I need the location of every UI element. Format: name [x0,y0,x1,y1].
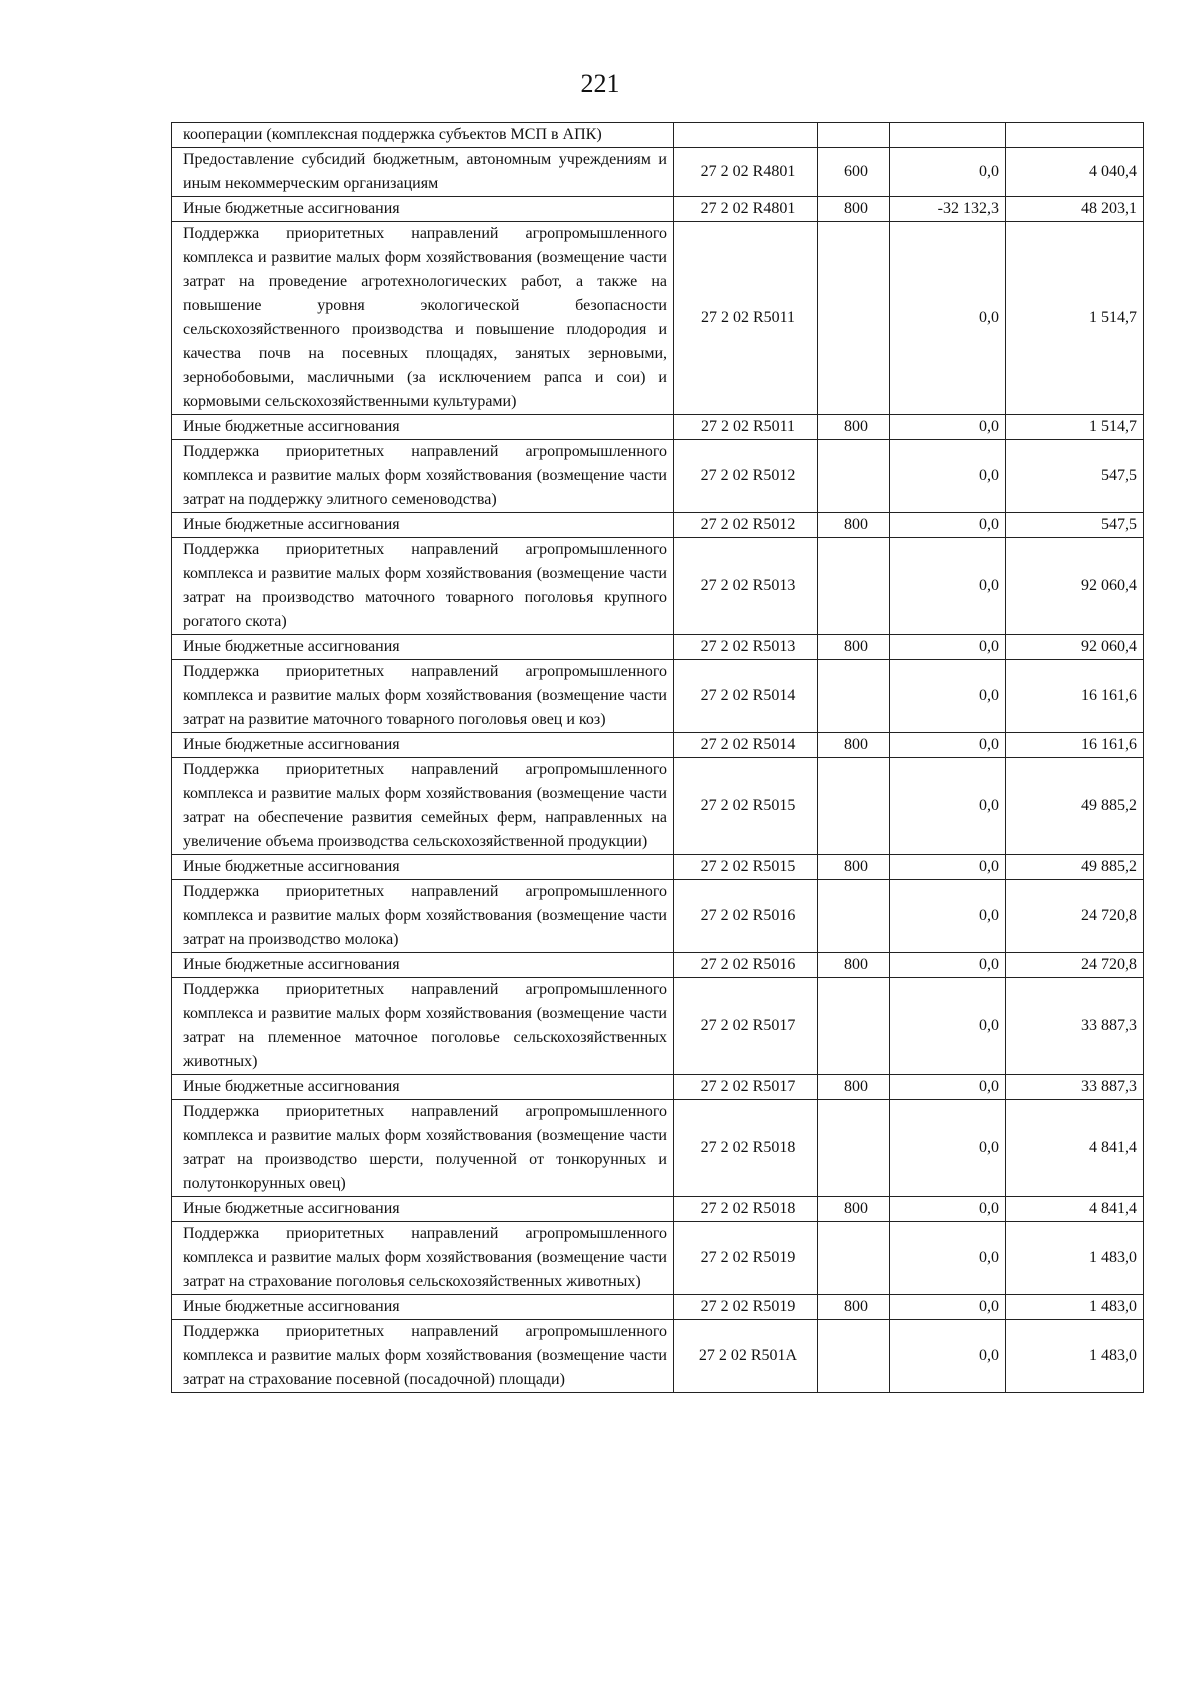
table-row [172,880,1144,953]
cell-total-amount: 4 841,4 [1006,1197,1144,1222]
cell-change-amount: 0,0 [890,660,1006,733]
cell-total-amount: 33 887,3 [1006,978,1144,1075]
cell-name: Иные бюджетные ассигнования [172,1075,674,1100]
table-row [172,953,1144,978]
cell-expense-type [818,660,890,733]
cell-expense-type: 800 [818,197,890,222]
cell-target-code: 27 2 02 R5016 [674,953,818,978]
cell-total-amount: 1 514,7 [1006,415,1144,440]
cell-expense-type: 800 [818,1295,890,1320]
cell-name: Поддержка приоритетных направлений агропромышленного комплекса и развитие малых форм хозяйствования (возмещение части затрат на страхование посевной (посадочной) площади) [172,1320,674,1393]
cell-name: Иные бюджетные ассигнования [172,855,674,880]
cell-target-code: 27 2 02 R5018 [674,1100,818,1197]
cell-total-amount: 1 483,0 [1006,1295,1144,1320]
cell-total-amount: 1 483,0 [1006,1222,1144,1295]
table-row [172,978,1144,1075]
table-row [172,197,1144,222]
cell-total-amount: 49 885,2 [1006,758,1144,855]
cell-total-amount: 4 040,4 [1006,148,1144,197]
table-row [172,733,1144,758]
cell-change-amount: 0,0 [890,440,1006,513]
cell-total-amount: 92 060,4 [1006,635,1144,660]
table-row [172,1100,1144,1197]
table-row [172,1197,1144,1222]
cell-expense-type: 800 [818,953,890,978]
cell-target-code: 27 2 02 R5017 [674,1075,818,1100]
cell-total-amount [1006,123,1144,148]
cell-expense-type: 800 [818,415,890,440]
cell-change-amount: 0,0 [890,1222,1006,1295]
cell-total-amount: 49 885,2 [1006,855,1144,880]
table-row [172,855,1144,880]
cell-name: Поддержка приоритетных направлений агропромышленного комплекса и развитие малых форм хозяйствования (возмещение части затрат на развитие маточного товарного поголовья овец и коз) [172,660,674,733]
cell-target-code: 27 2 02 R5019 [674,1295,818,1320]
table-row [172,758,1144,855]
cell-expense-type [818,538,890,635]
cell-target-code: 27 2 02 R5015 [674,758,818,855]
cell-change-amount: 0,0 [890,1075,1006,1100]
table-row [172,513,1144,538]
cell-change-amount: 0,0 [890,953,1006,978]
table-row [172,1075,1144,1100]
table-row [172,1222,1144,1295]
cell-expense-type: 800 [818,513,890,538]
cell-target-code: 27 2 02 R4801 [674,148,818,197]
table-row [172,123,1144,148]
cell-expense-type [818,1320,890,1393]
cell-expense-type [818,880,890,953]
table-row [172,440,1144,513]
cell-expense-type [818,440,890,513]
budget-table-body [172,123,1144,1393]
cell-target-code: 27 2 02 R5012 [674,513,818,538]
cell-name: Поддержка приоритетных направлений агропромышленного комплекса и развитие малых форм хозяйствования (возмещение части затрат на производство шерсти, полученной от тонкорунных и полутонкорунных овец) [172,1100,674,1197]
cell-change-amount: 0,0 [890,1295,1006,1320]
cell-change-amount: 0,0 [890,1320,1006,1393]
cell-target-code: 27 2 02 R5019 [674,1222,818,1295]
cell-name: Поддержка приоритетных направлений агропромышленного комплекса и развитие малых форм хозяйствования (возмещение части затрат на проведение агротехнологических работ, а также на повышение уровня экологической безопасности сельскохозяйственного производства и повышение плодородия и качества почв на посевных площадях, занятых зерновыми, зернобобовыми, масличными (за исключением рапса и сои) и кормовыми сельскохозяйственными культурами) [172,222,674,415]
cell-total-amount: 547,5 [1006,513,1144,538]
cell-name: кооперации (комплексная поддержка субъектов МСП в АПК) [172,123,674,148]
cell-change-amount: -32 132,3 [890,197,1006,222]
cell-change-amount [890,123,1006,148]
cell-target-code: 27 2 02 R5013 [674,635,818,660]
cell-target-code: 27 2 02 R5017 [674,978,818,1075]
cell-name: Иные бюджетные ассигнования [172,635,674,660]
cell-total-amount: 1 483,0 [1006,1320,1144,1393]
cell-target-code: 27 2 02 R5012 [674,440,818,513]
cell-target-code [674,123,818,148]
table-row [172,1295,1144,1320]
cell-change-amount: 0,0 [890,513,1006,538]
cell-expense-type: 800 [818,855,890,880]
cell-change-amount: 0,0 [890,222,1006,415]
cell-target-code: 27 2 02 R501А [674,1320,818,1393]
cell-name: Иные бюджетные ассигнования [172,1295,674,1320]
cell-total-amount: 48 203,1 [1006,197,1144,222]
cell-total-amount: 33 887,3 [1006,1075,1144,1100]
cell-name: Иные бюджетные ассигнования [172,1197,674,1222]
cell-expense-type: 800 [818,1075,890,1100]
cell-target-code: 27 2 02 R4801 [674,197,818,222]
cell-change-amount: 0,0 [890,415,1006,440]
cell-change-amount: 0,0 [890,978,1006,1075]
cell-expense-type: 800 [818,1197,890,1222]
cell-expense-type [818,222,890,415]
table-row [172,538,1144,635]
cell-target-code: 27 2 02 R5014 [674,660,818,733]
cell-change-amount: 0,0 [890,538,1006,635]
cell-change-amount: 0,0 [890,635,1006,660]
cell-change-amount: 0,0 [890,1100,1006,1197]
cell-expense-type [818,758,890,855]
cell-name: Иные бюджетные ассигнования [172,415,674,440]
cell-expense-type: 800 [818,733,890,758]
cell-expense-type [818,1222,890,1295]
cell-target-code: 27 2 02 R5014 [674,733,818,758]
cell-name: Иные бюджетные ассигнования [172,953,674,978]
cell-name: Поддержка приоритетных направлений агропромышленного комплекса и развитие малых форм хозяйствования (возмещение части затрат на обеспечение развития семейных ферм, направленных на увеличение объема производства сельскохозяйственной продукции) [172,758,674,855]
cell-name: Иные бюджетные ассигнования [172,197,674,222]
cell-expense-type: 600 [818,148,890,197]
cell-expense-type: 800 [818,635,890,660]
cell-total-amount: 547,5 [1006,440,1144,513]
table-row [172,222,1144,415]
cell-change-amount: 0,0 [890,855,1006,880]
cell-name: Поддержка приоритетных направлений агропромышленного комплекса и развитие малых форм хозяйствования (возмещение части затрат на племенное маточное поголовье сельскохозяйственных животных) [172,978,674,1075]
cell-total-amount: 16 161,6 [1006,660,1144,733]
cell-name: Иные бюджетные ассигнования [172,513,674,538]
cell-name: Поддержка приоритетных направлений агропромышленного комплекса и развитие малых форм хозяйствования (возмещение части затрат на производство молока) [172,880,674,953]
cell-total-amount: 4 841,4 [1006,1100,1144,1197]
page-number: 221 [580,69,620,98]
table-row [172,1320,1144,1393]
budget-table [171,122,1144,1393]
table-row [172,415,1144,440]
cell-change-amount: 0,0 [890,1197,1006,1222]
cell-total-amount: 24 720,8 [1006,880,1144,953]
cell-total-amount: 1 514,7 [1006,222,1144,415]
cell-name: Предоставление субсидий бюджетным, автономным учреждениям и иным некоммерческим организациям [172,148,674,197]
cell-target-code: 27 2 02 R5013 [674,538,818,635]
cell-expense-type [818,1100,890,1197]
cell-change-amount: 0,0 [890,148,1006,197]
cell-target-code: 27 2 02 R5016 [674,880,818,953]
cell-target-code: 27 2 02 R5018 [674,1197,818,1222]
cell-change-amount: 0,0 [890,758,1006,855]
cell-name: Поддержка приоритетных направлений агропромышленного комплекса и развитие малых форм хозяйствования (возмещение части затрат на поддержку элитного семеноводства) [172,440,674,513]
cell-name: Иные бюджетные ассигнования [172,733,674,758]
cell-target-code: 27 2 02 R5011 [674,222,818,415]
cell-target-code: 27 2 02 R5011 [674,415,818,440]
cell-change-amount: 0,0 [890,880,1006,953]
cell-name: Поддержка приоритетных направлений агропромышленного комплекса и развитие малых форм хозяйствования (возмещение части затрат на страхование поголовья сельскохозяйственных животных) [172,1222,674,1295]
table-row [172,148,1144,197]
cell-total-amount: 92 060,4 [1006,538,1144,635]
cell-target-code: 27 2 02 R5015 [674,855,818,880]
table-row [172,635,1144,660]
cell-expense-type [818,978,890,1075]
cell-change-amount: 0,0 [890,733,1006,758]
cell-name: Поддержка приоритетных направлений агропромышленного комплекса и развитие малых форм хозяйствования (возмещение части затрат на производство маточного товарного поголовья крупного рогатого скота) [172,538,674,635]
table-row [172,660,1144,733]
cell-total-amount: 16 161,6 [1006,733,1144,758]
cell-total-amount: 24 720,8 [1006,953,1144,978]
cell-expense-type [818,123,890,148]
